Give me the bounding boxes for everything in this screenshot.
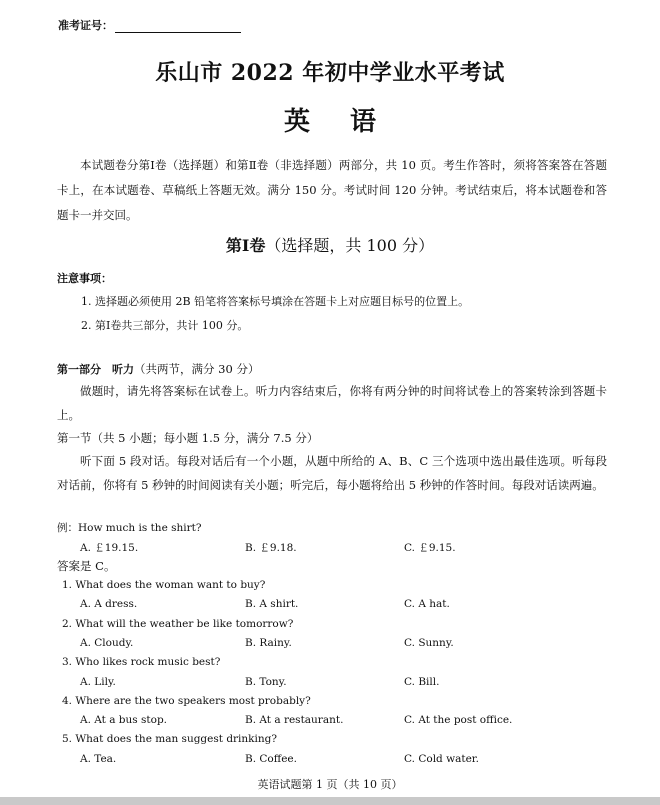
question-2: 2. What will the weather be like tomorrow? [62, 618, 294, 630]
question-4-option-a: A. At a bus stop. [80, 714, 168, 726]
part1-heading [57, 361, 259, 377]
page-footer: 英语试题第 1 页（共 10 页） [257, 778, 403, 791]
question-4-option-b: B. At a restaurant. [245, 714, 344, 726]
question-1-option-b: B. A shirt. [245, 598, 299, 610]
bottom-divider [0, 797, 660, 805]
part1-heading-rest: （共两节，满分 30 分） [134, 362, 260, 376]
section1-instruction: 听下面 5 段对话。每段对话后有一个小题，从题中所给的 A、B、C 三个选项中选出最佳选项。听每段对话前，你将有 5 秒钟的时间阅读有关小题；听完后，每小题将给出 5 秒钟的作答时间。每段对话读两遍。 [57, 454, 607, 492]
example-answer: 答案是 C。 [57, 559, 116, 573]
question-1-option-c: C. A hat. [404, 598, 450, 610]
volume-title-bold: 第Ⅰ卷 [225, 236, 266, 255]
question-5-option-b: B. Coffee. [245, 753, 297, 765]
question-4-option-c: C. At the post office. [404, 714, 513, 726]
example-question: 例：How much is the shirt? [57, 522, 202, 534]
question-3: 3. Who likes rock music best? [62, 656, 221, 668]
question-2-option-a: A. Cloudy. [80, 637, 134, 649]
ticket-number-blank [115, 20, 241, 33]
part1-instruction: 做题时，请先将答案标在试卷上。听力内容结束后，你将有两分钟的时间将试卷上的答案转涂到答题卡上。 [57, 384, 607, 422]
volume-title-rest: （选择题，共 100 分） [265, 236, 435, 255]
question-3-option-b: B. Tony. [245, 676, 287, 688]
question-5: 5. What does the man suggest drinking? [62, 733, 278, 745]
question-5-option-a: A. Tea. [80, 753, 117, 765]
question-3-option-c: C. Bill. [404, 676, 440, 688]
example-option-c: C. ￡9.15. [404, 542, 456, 554]
subject-char-1: 英 [283, 107, 310, 137]
ticket-number-field [58, 17, 241, 33]
ticket-number-label: 准考证号： [58, 19, 113, 32]
question-5-option-c: C. Cold water. [404, 753, 479, 765]
section1-title: 第一节（共 5 小题；每小题 1.5 分，满分 7.5 分） [57, 431, 319, 445]
notice-item: 2. 第Ⅰ卷共三部分，共计 100 分。 [81, 319, 249, 332]
exam-title: 乐山市 2022 年初中学业水平考试 [155, 60, 505, 86]
question-2-option-b: B. Rainy. [245, 637, 292, 649]
part1-heading-bold: 第一部分 听力 [57, 363, 134, 376]
question-2-option-c: C. Sunny. [404, 637, 454, 649]
question-4: 4. Where are the two speakers most probably? [62, 695, 311, 707]
question-1-option-a: A. A dress. [80, 598, 138, 610]
question-3-option-a: A. Lily. [80, 676, 116, 688]
question-1: 1. What does the woman want to buy? [62, 579, 266, 591]
subject-title [0, 101, 660, 138]
subject-char-2: 语 [350, 107, 377, 137]
notice-item: 1. 选择题必须使用 2B 铅笔将答案标号填涂在答题卡上对应题目标号的位置上。 [81, 295, 470, 308]
volume-title [0, 233, 660, 256]
intro-paragraph: 本试题卷分第Ⅰ卷（选择题）和第Ⅱ卷（非选择题）两部分，共 10 页。考生作答时，须将答案答在答题卡上，在本试题卷、草稿纸上答题无效。满分 150 分。考试时间 120 分钟。考试结束后，将本试题卷和答题卡一并交回。 [57, 158, 607, 222]
notice-heading: 注意事项： [57, 272, 112, 285]
example-option-b: B. ￡9.18. [245, 542, 297, 554]
example-option-a: A. ￡19.15. [80, 542, 139, 554]
